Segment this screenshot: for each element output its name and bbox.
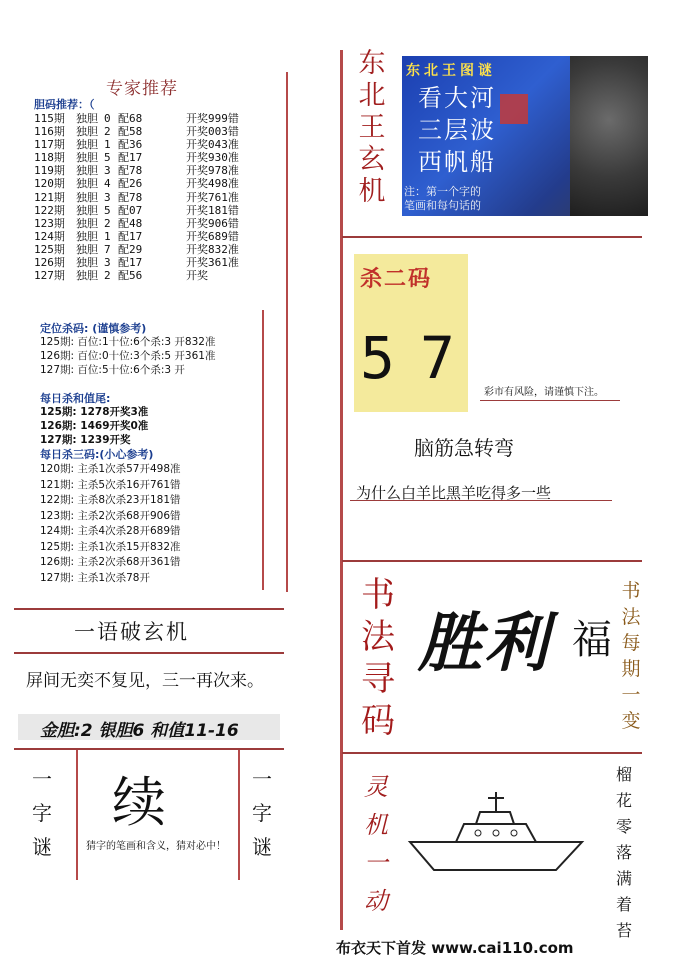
table-cell: 3 — [104, 256, 111, 270]
table-cell: 122期 — [34, 203, 65, 217]
photo-line: 西帆船 — [418, 148, 496, 176]
riddle-frame-left — [76, 750, 78, 880]
table-cell: 121期 — [34, 190, 65, 204]
table-cell: 独胆 — [76, 125, 98, 139]
table-cell: 127期 — [34, 269, 65, 283]
list-item: 125期: 1278开奖3准 — [40, 406, 149, 418]
right-frame-line — [340, 50, 343, 930]
table-cell: 配78 — [118, 190, 143, 204]
brand-vertical — [352, 48, 392, 208]
table-cell: 5 — [104, 203, 111, 217]
table-cell: 独胆 — [76, 164, 98, 178]
calligraphy: 胜利 — [418, 606, 550, 681]
table-cell: 独胆 — [76, 112, 98, 125]
table-row — [34, 191, 256, 204]
table-cell: 125期 — [34, 242, 65, 256]
list-item: 127期: 百位:5十位:6个杀:3 开 — [40, 364, 185, 376]
char: 着 — [615, 895, 632, 914]
char: 落 — [615, 843, 632, 862]
table-cell: 配17 — [118, 151, 143, 165]
list-item: 121期: 主杀5次杀16开761错 — [40, 478, 181, 491]
table-cell: 开奖181错 — [186, 203, 239, 217]
divider — [342, 752, 642, 754]
brain-title: 脑筋急转弯 — [414, 436, 514, 460]
table-cell: 开奖761准 — [186, 190, 239, 204]
table-cell: 124期 — [34, 229, 65, 243]
char: 寻 — [361, 659, 395, 699]
table-cell: 126期 — [34, 256, 65, 270]
table-cell: 配48 — [118, 216, 143, 230]
photo-line: 三层波 — [418, 116, 496, 144]
divider — [14, 652, 284, 654]
divider — [14, 748, 284, 750]
riddle-hint: 猜字的笔画和含义，猜对必中！ — [86, 841, 226, 852]
dan-table — [34, 112, 256, 282]
table-cell: 3 — [104, 164, 111, 178]
kill-number: 7 — [420, 324, 455, 392]
kill-number: 5 — [360, 324, 395, 392]
list-item: 126期: 1469开奖0准 — [40, 420, 149, 432]
dingwei-list — [40, 335, 215, 377]
poem-vertical — [612, 762, 636, 944]
table-cell: 独胆 — [76, 269, 98, 283]
shufa-vertical — [350, 574, 406, 742]
table-cell: 配26 — [118, 177, 143, 191]
phrase-text: 屏间无奕不复见，三一再次来。 — [26, 671, 264, 691]
table-row — [34, 269, 256, 282]
char: 机 — [358, 176, 386, 207]
table-cell: 120期 — [34, 177, 65, 191]
table-cell: 开奖999错 — [186, 112, 239, 125]
char: 一 — [621, 684, 641, 706]
char: 书 — [621, 580, 641, 602]
table-cell: 配56 — [118, 269, 143, 283]
dan-heading: 胆码推荐：（ — [34, 98, 95, 111]
table-cell: 123期 — [34, 216, 65, 230]
riddle-char: 续 — [112, 771, 166, 834]
table-cell: 2 — [104, 269, 111, 283]
table-cell: 7 — [104, 242, 111, 256]
divider — [14, 608, 284, 610]
table-cell: 开奖043准 — [186, 138, 239, 152]
table-cell: 116期 — [34, 125, 65, 139]
divider — [480, 400, 620, 401]
char: 满 — [615, 869, 632, 888]
char: 北 — [358, 80, 386, 111]
char: 苔 — [615, 921, 632, 940]
char: 书 — [361, 575, 395, 615]
table-cell: 独胆 — [76, 138, 98, 152]
table-cell: 2 — [104, 125, 111, 139]
table-cell: 配29 — [118, 242, 143, 256]
table-cell: 开奖361准 — [186, 256, 239, 270]
table-row — [34, 256, 256, 269]
list-item: 126期: 主杀2次杀68开361错 — [40, 556, 181, 568]
table-cell: 2 — [104, 216, 111, 230]
table-row — [34, 204, 256, 217]
table-cell: 配58 — [118, 125, 143, 139]
char: 谜 — [32, 835, 52, 859]
char: 玄 — [358, 144, 386, 175]
table-row — [34, 230, 256, 243]
yizi-right — [250, 762, 274, 864]
char: 东 — [358, 48, 386, 79]
note-line: 笔画和每句话的 — [404, 199, 481, 212]
phrase-title: 一语破玄机 — [74, 620, 189, 644]
shufa-side — [620, 578, 642, 734]
table-row — [34, 243, 256, 256]
riddle-frame-right — [238, 750, 240, 880]
char: 谜 — [252, 835, 272, 859]
list-item: 125期: 百位:1十位:6个杀:3 开832准 — [40, 336, 216, 348]
table-row — [34, 112, 256, 125]
list-item: 127期: 主杀1次杀78开 — [40, 571, 150, 584]
dingwei-heading: 定位杀码: (谨慎参考) — [40, 322, 147, 335]
char: 字 — [252, 801, 272, 825]
statue-image — [570, 56, 648, 216]
divider — [342, 236, 642, 238]
calligraphy-small: 福 — [572, 617, 612, 663]
table-cell: 独胆 — [76, 203, 98, 217]
char: 机 — [364, 811, 388, 839]
table-cell: 开奖832准 — [186, 242, 239, 256]
table-cell: 独胆 — [76, 242, 98, 256]
table-cell: 开奖930准 — [186, 151, 239, 165]
char: 字 — [32, 801, 52, 825]
table-cell: 开奖689错 — [186, 229, 239, 243]
table-cell: 开奖498准 — [186, 177, 239, 191]
brain-question: 为什么白羊比黑羊吃得多一些 — [356, 484, 552, 502]
char: 动 — [364, 887, 388, 915]
kill-title: 杀二码 — [360, 267, 433, 292]
risk-text: 彩市有风险，请谨慎下注。 — [484, 387, 604, 398]
table-cell: 0 — [104, 112, 111, 125]
char: 一 — [252, 767, 272, 791]
list-item: 127期: 1239开奖 — [40, 434, 131, 446]
list-item: 126期: 百位:0十位:3个杀:5 开361准 — [40, 350, 216, 362]
list-item: 120期: 主杀1次杀57开498准 — [40, 463, 181, 475]
table-cell: 独胆 — [76, 229, 98, 243]
gold-text: 金胆:2 银胆6 和值11-16 — [40, 721, 239, 741]
table-row — [34, 138, 256, 151]
char: 一 — [32, 767, 52, 791]
inner-frame-line — [262, 310, 264, 590]
char: 变 — [621, 710, 641, 732]
footer-site: 布衣天下首发 www.cai110.com — [336, 939, 574, 957]
table-cell: 119期 — [34, 164, 65, 178]
divider — [342, 560, 642, 562]
table-cell: 1 — [104, 138, 111, 152]
table-cell: 开奖978准 — [186, 164, 239, 178]
table-cell: 5 — [104, 151, 111, 165]
ship-icon — [406, 790, 586, 880]
table-cell: 配68 — [118, 112, 143, 125]
char: 灵 — [364, 773, 388, 801]
char: 码 — [361, 701, 395, 741]
list-item: 122期: 主杀8次杀23开181错 — [40, 494, 181, 506]
char: 期 — [621, 658, 641, 680]
photo-title: 东北王图谜 — [406, 63, 496, 79]
table-cell: 开奖003错 — [186, 125, 239, 139]
table-cell: 1 — [104, 229, 111, 243]
list-item: 123期: 主杀2次杀68开906错 — [40, 509, 181, 522]
table-cell: 独胆 — [76, 256, 98, 270]
char: 每 — [621, 632, 641, 654]
char: 法 — [621, 606, 641, 628]
table-row — [34, 151, 256, 164]
table-row — [34, 177, 256, 190]
list-item: 125期: 主杀1次杀15开832准 — [40, 540, 181, 553]
yizi-left — [30, 762, 54, 864]
table-cell: 开奖906错 — [186, 216, 239, 230]
table-row — [34, 125, 256, 138]
table-cell: 配17 — [118, 229, 143, 243]
char: 一 — [364, 849, 388, 877]
table-row — [34, 164, 256, 177]
note-line: 注：第一个字的 — [404, 185, 481, 198]
ling-vertical — [360, 768, 392, 920]
photo-line: 看大河 — [418, 84, 496, 112]
seal-stamp — [500, 94, 528, 124]
table-cell: 开奖 — [186, 269, 208, 283]
table-cell: 配17 — [118, 256, 143, 270]
expert-title: 专家推荐 — [106, 79, 178, 99]
hezhi-heading: 每日杀和值尾: — [40, 392, 111, 405]
table-cell: 3 — [104, 190, 111, 204]
shasan-heading: 每日杀三码:(小心参考) — [40, 448, 154, 461]
table-cell: 117期 — [34, 138, 65, 152]
table-cell: 4 — [104, 177, 111, 191]
char: 法 — [361, 617, 395, 657]
char: 榴 — [615, 765, 632, 784]
left-frame-line — [286, 72, 288, 592]
table-cell: 115期 — [34, 112, 65, 125]
table-cell: 配78 — [118, 164, 143, 178]
table-cell: 独胆 — [76, 177, 98, 191]
table-cell: 独胆 — [76, 216, 98, 230]
hezhi-list — [40, 405, 148, 447]
char: 王 — [358, 112, 386, 143]
shasan-list — [40, 462, 181, 586]
table-cell: 配07 — [118, 203, 143, 217]
list-item: 124期: 主杀4次杀28开689错 — [40, 525, 181, 537]
table-row — [34, 217, 256, 230]
table-cell: 118期 — [34, 151, 65, 165]
photo-note — [404, 185, 481, 213]
table-cell: 独胆 — [76, 151, 98, 165]
char: 花 — [615, 791, 632, 810]
table-cell: 配36 — [118, 138, 143, 152]
char: 零 — [615, 817, 632, 836]
table-cell: 独胆 — [76, 190, 98, 204]
